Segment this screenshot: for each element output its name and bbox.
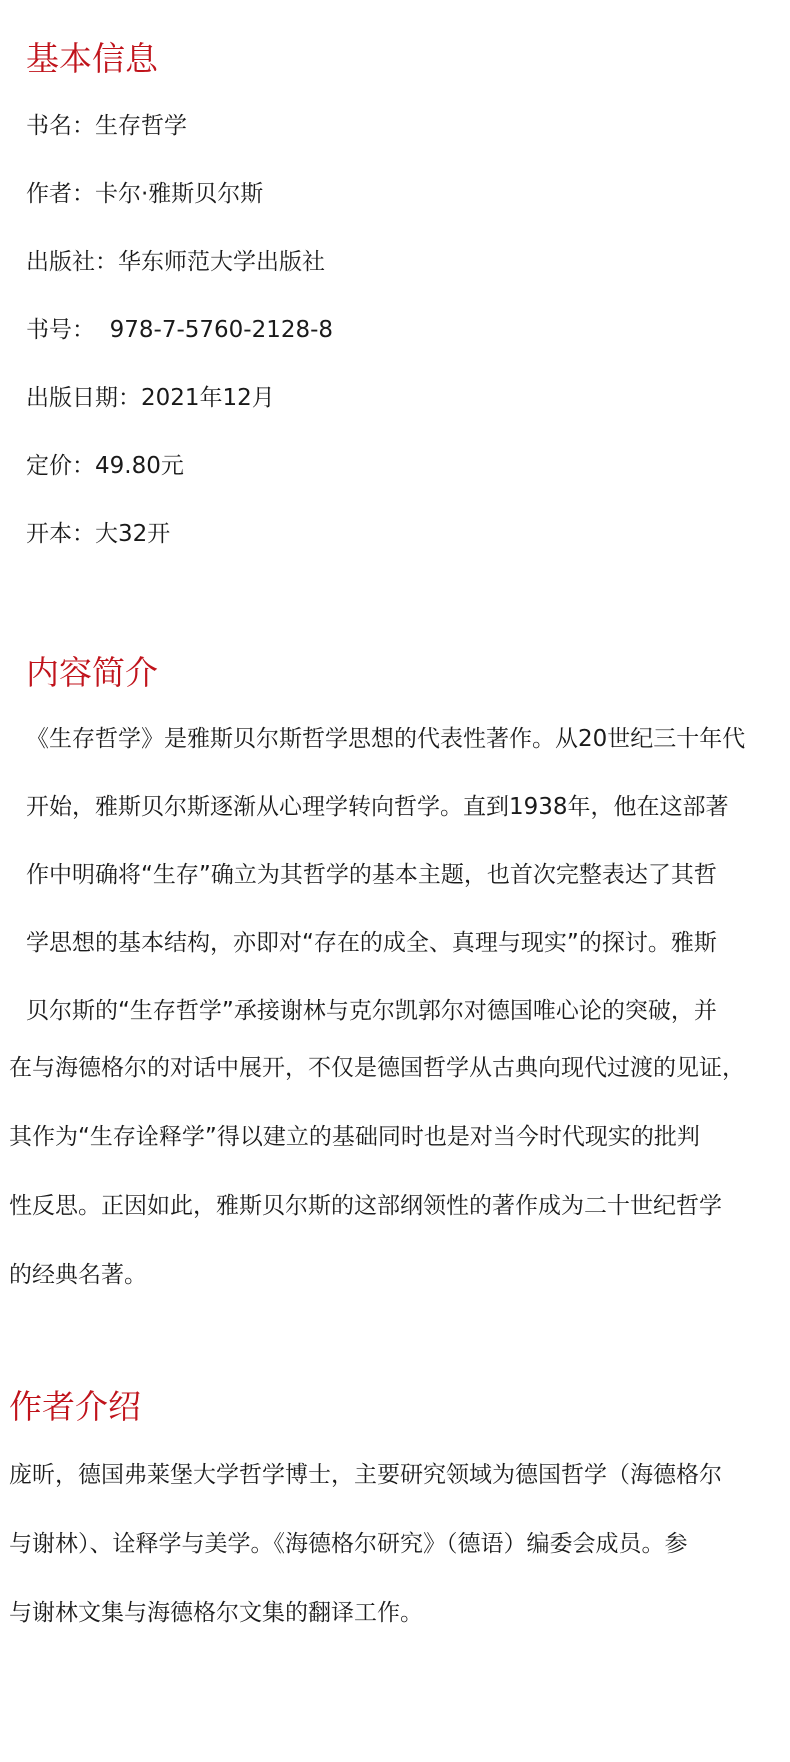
summary-line: 学思想的基本结构，亦即对“存在的成全、真理与现实”的探讨。雅斯 (26, 930, 717, 956)
summary-line: 作中明确将“生存”确立为其哲学的基本主题，也首次完整表达了其哲 (26, 862, 717, 888)
info-price: 定价：49.80元 (26, 453, 184, 479)
info-author: 作者：卡尔·雅斯贝尔斯 (26, 181, 264, 207)
summary-line: 性反思。正因如此，雅斯贝尔斯的这部纲领性的著作成为二十世纪哲学 (9, 1193, 722, 1219)
author-line: 与谢林文集与海德格尔文集的翻译工作。 (9, 1600, 423, 1626)
author-line: 与谢林）、诠释学与美学。《海德格尔研究》（德语）编委会成员。参 (9, 1531, 688, 1557)
author-line: 庞昕，德国弗莱堡大学哲学博士，主要研究领域为德国哲学（海德格尔 (9, 1462, 722, 1488)
summary-line: 其作为“生存诠释学”得以建立的基础同时也是对当今时代现实的批判 (9, 1124, 700, 1150)
basic-info-heading: 基本信息 (26, 39, 158, 78)
summary-line: 在与海德格尔的对话中展开，不仅是德国哲学从古典向现代过渡的见证， (9, 1055, 745, 1081)
summary-line: 开始，雅斯贝尔斯逐渐从心理学转向哲学。直到1938年，他在这部著 (26, 794, 729, 820)
summary-line: 的经典名著。 (9, 1262, 147, 1288)
info-publisher: 出版社：华东师范大学出版社 (26, 249, 325, 275)
info-title: 书名：生存哲学 (26, 113, 187, 139)
info-format: 开本：大32开 (26, 521, 171, 547)
summary-line: 贝尔斯的“生存哲学”承接谢林与克尔凯郭尔对德国唯心论的突破，并 (26, 998, 717, 1024)
summary-heading: 内容简介 (26, 653, 158, 692)
summary-line: 《生存哲学》是雅斯贝尔斯哲学思想的代表性著作。从20世纪三十年代 (26, 726, 746, 752)
info-isbn: 书号： 978-7-5760-2128-8 (26, 317, 334, 343)
author-heading: 作者介绍 (9, 1387, 141, 1426)
info-publish-date: 出版日期：2021年12月 (26, 385, 275, 411)
